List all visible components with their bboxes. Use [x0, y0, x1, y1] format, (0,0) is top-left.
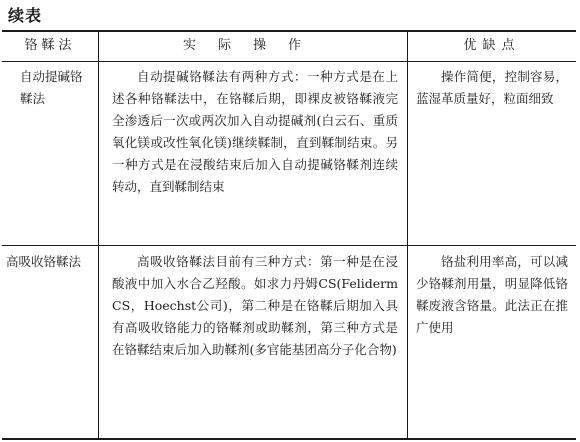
row-pros-cons-text: 操作简便，控制容易，蓝湿革质量好，粒面细致 [416, 69, 568, 106]
row-pros-cons-text: 铬盐利用率高，可以减少铬鞣剂用量，明显降低铬鞣废液含铬量。此法正在推广使用 [416, 254, 568, 335]
row-divider-rule [2, 245, 576, 246]
header-method: 铬鞣法 [24, 38, 76, 53]
column-divider-2 [407, 30, 408, 440]
header-pros-cons: 优缺点 [463, 38, 521, 53]
row-method-name: 高吸收铬鞣法 [6, 254, 82, 269]
row-operation-text: 高吸收铬鞣法目前有三种方式：第一种是在浸酸液中加入水合乙羟酸。如求力丹姆CS(Feliderm CS，Hoechst公司)，第二种是在铬鞣后期加入具有高吸收铬能力的铬鞣剂或助鞣剂，第三种方式是在铬鞣结束后加入助鞣剂(多官能基团高分子化合物) [112, 254, 398, 357]
header-bottom-rule [2, 61, 576, 62]
row-operation-text: 自动提碱铬鞣法有两种方式：一种方式是在上述各种铬鞣法中，在铬鞣后期，即裸皮被铬鞣液完全渗透后一次或两次加入自动提碱剂(白云石、重质氧化镁或改性氧化镁)继续鞣制，直到鞣制结束。另一种方式是在浸酸结束后加入自动提碱铬鞣剂连续转动，直到鞣制结束 [112, 69, 398, 194]
header-operation: 实际操作 [182, 38, 323, 53]
table-bottom-rule [2, 438, 576, 440]
column-divider-1 [98, 30, 99, 440]
row-method-name: 自动提碱铬鞣法 [20, 69, 83, 106]
page-title: 续表 [8, 6, 43, 25]
